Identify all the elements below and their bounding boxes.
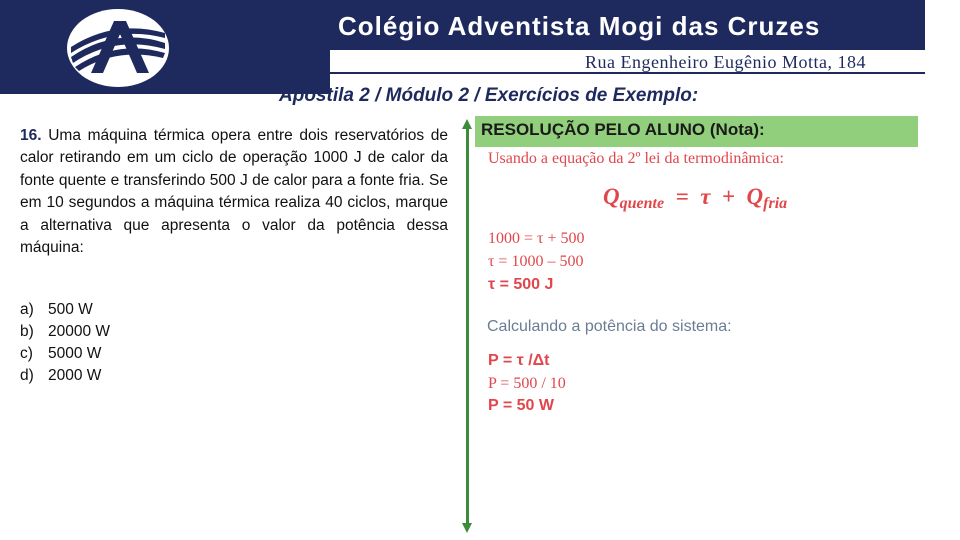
- adventist-a-logo-icon: [65, 7, 171, 89]
- header: [0, 0, 960, 94]
- calc-step-1: 1000 = τ + 500: [488, 230, 585, 247]
- plus-sign: +: [721, 184, 736, 209]
- option-c[interactable]: [20, 343, 110, 365]
- q-cold-symbol: Q: [746, 184, 764, 209]
- second-law-equation: [603, 184, 787, 213]
- q-cold-subscript: fria: [763, 195, 788, 212]
- option-a[interactable]: [20, 299, 110, 321]
- question-number: 16.: [20, 127, 42, 144]
- equals-sign: =: [675, 184, 689, 209]
- page-title: Apostila 2 / Módulo 2 / Exercícios de Exemplo:: [279, 85, 699, 106]
- calc-step-2: τ = 1000 – 500: [488, 253, 584, 270]
- power-step-1: P = τ /Δt: [488, 352, 550, 369]
- question-block: [20, 125, 448, 259]
- option-letter: d): [20, 367, 34, 384]
- option-text: 5000 W: [48, 345, 102, 362]
- option-text: 500 W: [48, 301, 93, 318]
- power-step-2: P = 500 / 10: [488, 375, 566, 392]
- divider-arrow-line: [466, 128, 469, 525]
- resolution-heading: RESOLUÇÃO PELO ALUNO (Nota):: [481, 120, 765, 139]
- q-hot-subscript: quente: [619, 195, 665, 212]
- power-intro: Calculando a potência do sistema:: [487, 318, 732, 335]
- school-name: Colégio Adventista Mogi das Cruzes: [338, 11, 821, 41]
- address-divider: [330, 72, 925, 74]
- calc-step-3: τ = 500 J: [488, 276, 554, 293]
- options-list: [20, 299, 110, 387]
- tau-symbol: τ: [700, 184, 711, 209]
- option-letter: c): [20, 345, 33, 362]
- option-d[interactable]: [20, 365, 110, 387]
- option-letter: a): [20, 301, 34, 318]
- arrow-down-icon: [462, 523, 472, 533]
- option-letter: b): [20, 323, 34, 340]
- option-text: 20000 W: [48, 323, 111, 340]
- school-address: Rua Engenheiro Eugênio Motta, 184: [585, 52, 866, 72]
- question-text: Uma máquina térmica opera entre dois reservatórios de calor retirando em um ciclo de operação 1000 J de calor da fonte quente e transferindo 500 J de calor para a fonte fria. Se em 10 segundos a máquina térmica realiza 40 ciclos, marque a alternativa que apresenta o valor da potência dessa máquina:: [20, 127, 448, 257]
- solution-intro: Usando a equação da 2º lei da termodinâmica:: [488, 150, 784, 167]
- q-hot-symbol: Q: [603, 184, 620, 209]
- option-b[interactable]: [20, 321, 110, 343]
- option-text: 2000 W: [48, 367, 102, 384]
- arrow-up-icon: [462, 119, 472, 129]
- power-step-3: P = 50 W: [488, 397, 554, 414]
